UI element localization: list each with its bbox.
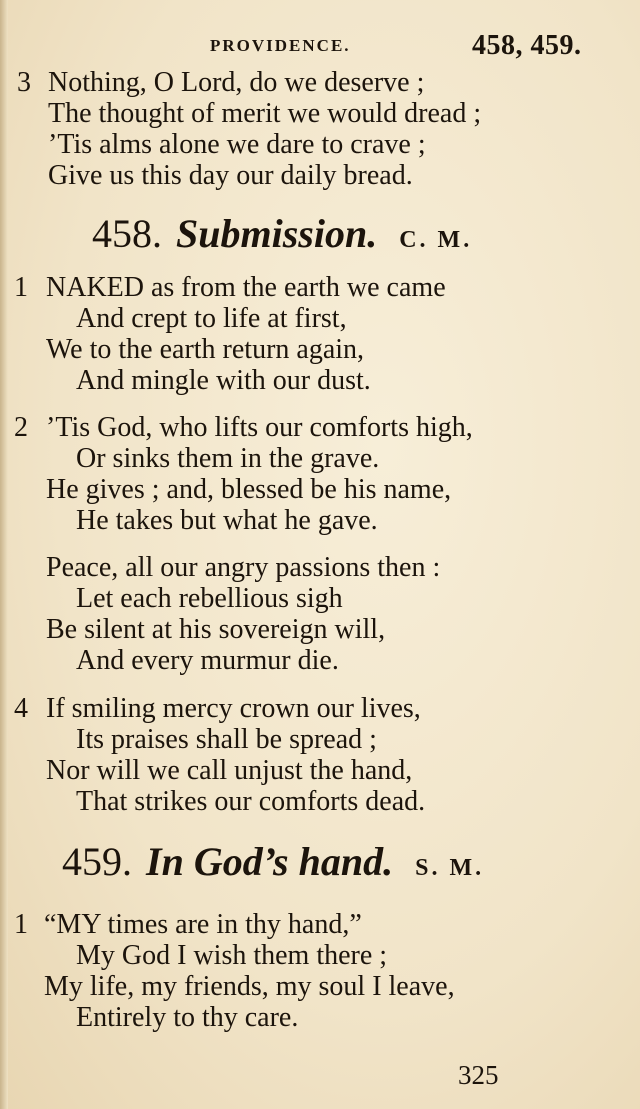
running-head-numbers: 458, 459. <box>472 30 582 61</box>
verse-line: Entirely to thy care. <box>76 1002 299 1033</box>
verse-line: The thought of merit we would dread ; <box>48 98 482 129</box>
verse-line: Let each rebellious sigh <box>76 583 343 614</box>
stanza-number: 3 <box>17 67 31 98</box>
hymn-meter: C. M. <box>399 227 473 253</box>
running-head-title: PROVIDENCE. <box>210 36 351 55</box>
verse-line: He takes but what he gave. <box>76 505 378 536</box>
stanza-number: 4 <box>14 693 28 724</box>
verse-line: “MY times are in thy hand,” <box>44 909 362 940</box>
stanza-number: 1 <box>14 272 28 303</box>
verse-line: ’Tis God, who lifts our comforts high, <box>46 412 473 443</box>
verse-line: Nor will we call unjust the hand, <box>46 755 413 786</box>
verse-line: He gives ; and, blessed be his name, <box>46 474 452 505</box>
verse-line: And crept to life at first, <box>76 303 347 334</box>
hymn-title: In God’s hand. <box>146 839 394 884</box>
verse-line: That strikes our comforts dead. <box>76 786 426 817</box>
verse-line: My life, my friends, my soul I leave, <box>44 971 455 1002</box>
hymn-number: 459. <box>62 839 132 884</box>
stanza-number: 2 <box>14 412 28 443</box>
hymn-458-heading <box>92 212 472 262</box>
hymn-title: Submission. <box>176 211 378 256</box>
binding-gutter <box>0 0 8 1109</box>
verse-line: Its praises shall be spread ; <box>76 724 377 755</box>
page-number: 325 <box>458 1060 499 1090</box>
verse-line: Give us this day our daily bread. <box>48 160 413 191</box>
verse-line: Or sinks them in the grave. <box>76 443 380 474</box>
stanza-number: 1 <box>14 909 28 940</box>
verse-line: Nothing, O Lord, do we deserve ; <box>48 67 425 98</box>
verse-line: And mingle with our dust. <box>76 365 371 396</box>
running-head <box>0 30 640 64</box>
verse-line: ’Tis alms alone we dare to crave ; <box>48 129 426 160</box>
verse-line: Peace, all our angry passions then : <box>46 552 441 583</box>
verse-line: If smiling mercy crown our lives, <box>46 693 421 724</box>
hymn-meter: S. M. <box>415 855 485 881</box>
hymn-number: 458. <box>92 211 162 256</box>
verse-line: We to the earth return again, <box>46 334 365 365</box>
verse-line: NAKED as from the earth we came <box>46 272 446 303</box>
verse-line: My God I wish them there ; <box>76 940 388 971</box>
verse-line: And every murmur die. <box>76 645 339 676</box>
hymn-459-heading <box>62 840 484 890</box>
verse-line: Be silent at his sovereign will, <box>46 614 386 645</box>
